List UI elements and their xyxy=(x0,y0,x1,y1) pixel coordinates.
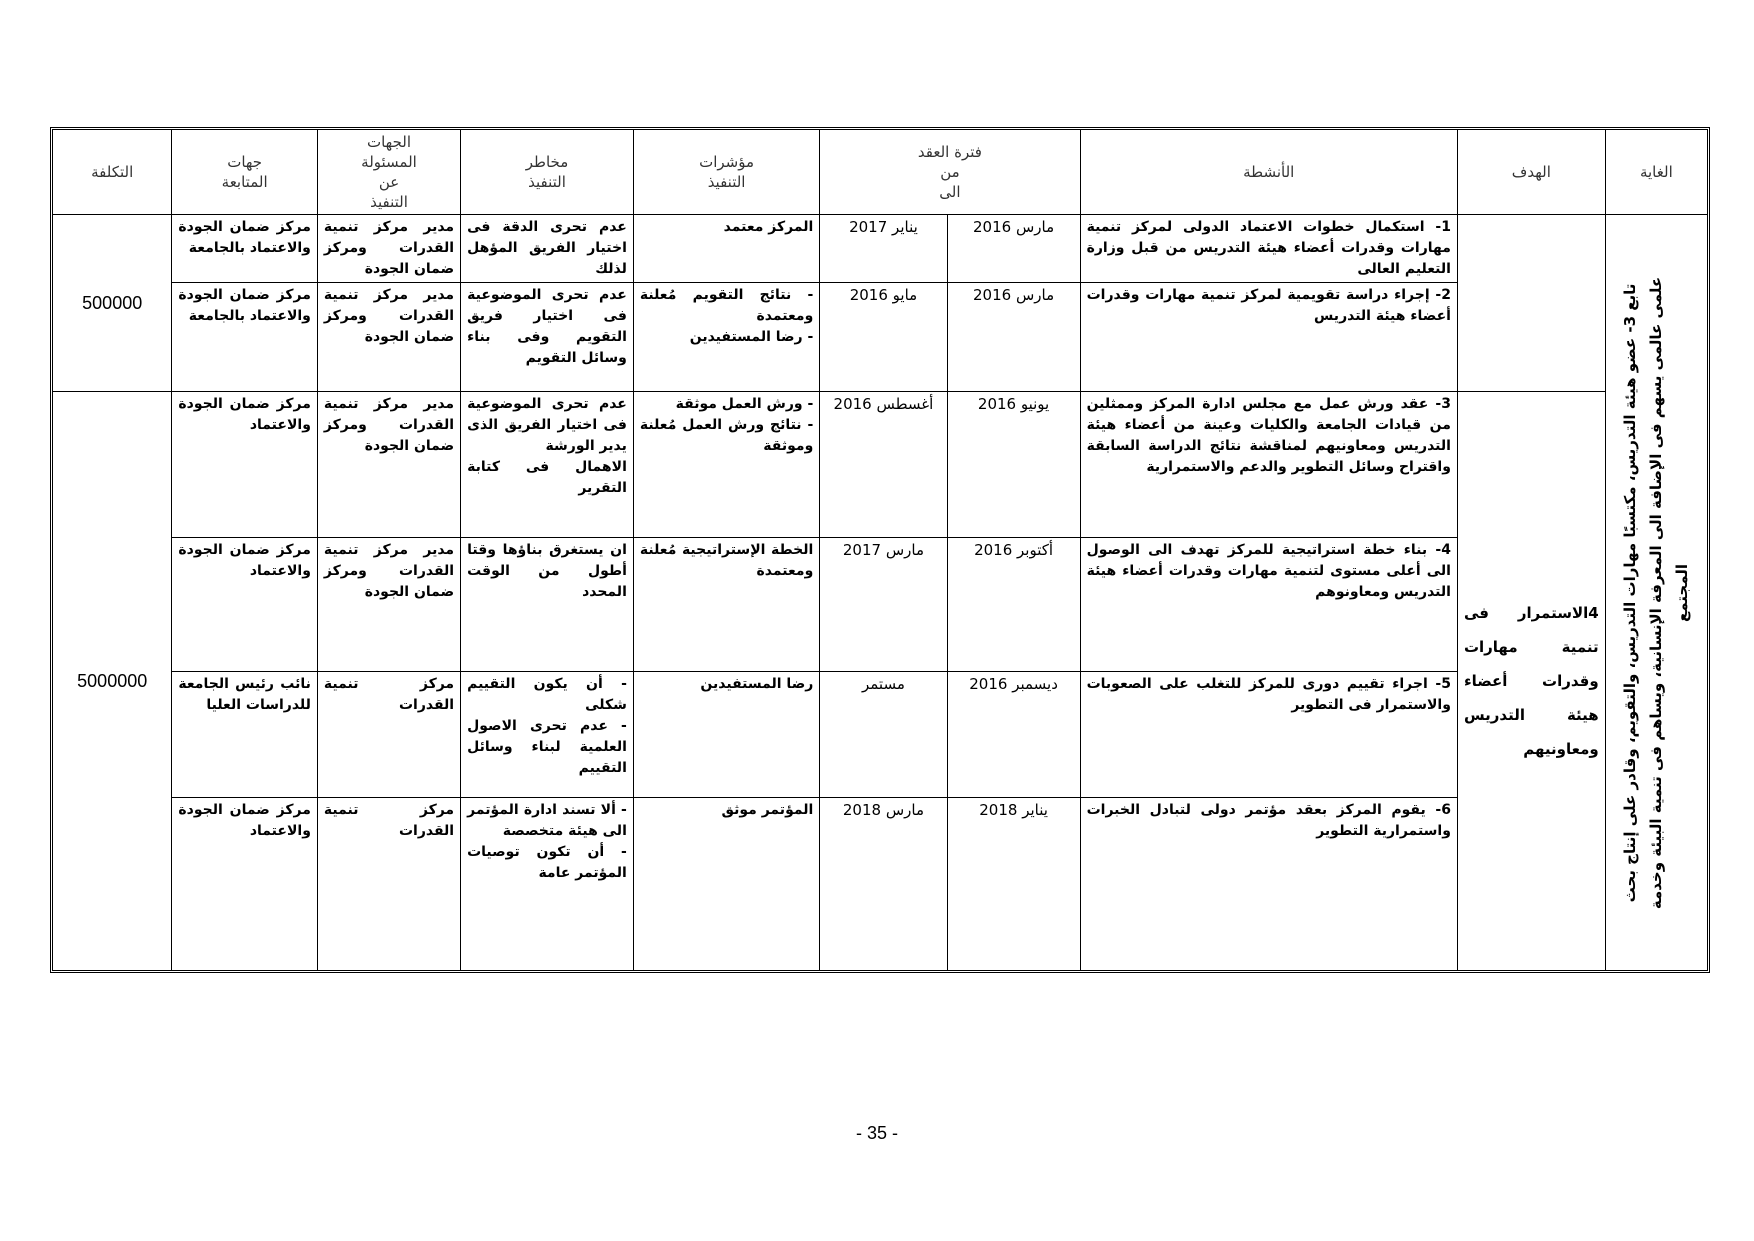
responsible-cell: مدير مركز تنمية القدرات ومركز ضمان الجودة xyxy=(317,215,460,283)
indicators-cell: - ورش العمل موثقة - نتائج ورش العمل مُعلنة وموثقة xyxy=(633,392,819,538)
activity-cell: 1- استكمال خطوات الاعتماد الدولى لمركز تنمية مهارات وقدرات أعضاء هيئة التدريس من قبل وزارة التعليم العالى xyxy=(1080,215,1457,283)
action-plan-table xyxy=(52,129,1708,971)
from-date: ديسمبر 2016 xyxy=(947,672,1080,798)
responsible-cell: مدير مركز تنمية القدرات ومركز ضمان الجودة xyxy=(317,283,460,392)
header-responsible: الجهات المسئولة عن التنفيذ xyxy=(317,130,460,215)
activity-cell: 3- عقد ورش عمل مع مجلس ادارة المركز وممثلين من قيادات الجامعة والكليات وعينة من أعضاء هيئة التدريس ومعاونيهم لمناقشة نتائج الدراسة السابقة واقتراح وسائل التطوير والدعم والاستمرارية xyxy=(1080,392,1457,538)
to-date: يناير 2017 xyxy=(820,215,947,283)
risks-cell: ان يستغرق بناؤها وقتا أطول من الوقت المحدد xyxy=(461,538,634,672)
from-date: يونيو 2016 xyxy=(947,392,1080,538)
to-date: مايو 2016 xyxy=(820,283,947,392)
table-row xyxy=(53,215,1708,283)
from-date: يناير 2018 xyxy=(947,798,1080,971)
indicators-cell: - نتائج التقويم مُعلنة ومعتمدة - رضا المستفيدين xyxy=(633,283,819,392)
ghaya-text: تابع 3- عضو هيئة التدريس، مكتسبًا مهارات التدريس، والتقويم، وقادر على إنتاج بحث علمى عالمى يسهم فى الإضافة الى المعرفة الإنسانية، ويساهم فى تنمية البيئة وخدمة المجتمع xyxy=(1621,276,1692,909)
indicators-cell: المركز معتمد xyxy=(633,215,819,283)
header-indicators: مؤشرات التنفيذ xyxy=(633,130,819,215)
header-risks: مخاطر التنفيذ xyxy=(461,130,634,215)
followup-cell: مركز ضمان الجودة والاعتماد xyxy=(172,392,317,538)
indicators-cell: المؤتمر موثق xyxy=(633,798,819,971)
header-row xyxy=(53,130,1708,215)
header-hadaf: الهدف xyxy=(1457,130,1605,215)
ghaya-cell xyxy=(1605,215,1707,971)
header-followup: جهات المتابعة xyxy=(172,130,317,215)
header-ghaya: الغاية xyxy=(1605,130,1707,215)
to-date: مستمر xyxy=(820,672,947,798)
risks-cell: - أن يكون التقييم شكلى - عدم تحرى الاصول العلمية لبناء وسائل التقييم xyxy=(461,672,634,798)
followup-cell: مركز ضمان الجودة والاعتماد بالجامعة xyxy=(172,215,317,283)
indicators-cell: رضا المستفيدين xyxy=(633,672,819,798)
responsible-cell: مركز تنمية القدرات xyxy=(317,798,460,971)
from-date: مارس 2016 xyxy=(947,283,1080,392)
risks-cell: عدم تحرى الموضوعية فى اختيار الفريق الذى يدير الورشة الاهمال فى كتابة التقرير xyxy=(461,392,634,538)
cost-cell: 5000000 xyxy=(53,392,172,971)
page-number: - 35 - xyxy=(855,1123,898,1143)
responsible-cell: مركز تنمية القدرات xyxy=(317,672,460,798)
activity-cell: 6- يقوم المركز بعقد مؤتمر دولى لتبادل الخبرات واستمرارية التطوير xyxy=(1080,798,1457,971)
cost-cell: 500000 xyxy=(53,215,172,392)
header-cost: التكلفة xyxy=(53,130,172,215)
hadaf-cell: 4الاستمرار فى تنمية مهارات وقدرات أعضاء هيئة التدريس ومعاونيهم xyxy=(1457,392,1605,971)
to-date: أغسطس 2016 xyxy=(820,392,947,538)
table-row xyxy=(53,392,1708,538)
followup-cell: نائب رئيس الجامعة للدراسات العليا xyxy=(172,672,317,798)
followup-cell: مركز ضمان الجودة والاعتماد xyxy=(172,798,317,971)
indicators-cell: الخطة الإستراتيجية مُعلنة ومعتمدة xyxy=(633,538,819,672)
responsible-cell: مدير مركز تنمية القدرات ومركز ضمان الجودة xyxy=(317,538,460,672)
from-date: أكتوبر 2016 xyxy=(947,538,1080,672)
activity-cell: 4- بناء خطة استراتيجية للمركز تهدف الى الوصول الى أعلى مستوى لتنمية مهارات وقدرات أعضاء هيئة التدريس ومعاونوهم xyxy=(1080,538,1457,672)
to-date: مارس 2018 xyxy=(820,798,947,971)
activity-cell: 5- اجراء تقييم دورى للمركز للتغلب على الصعوبات والاستمرار فى التطوير xyxy=(1080,672,1457,798)
hadaf-empty-cell xyxy=(1457,215,1605,392)
risks-cell: - ألا تسند ادارة المؤتمر الى هيئة متخصصة - أن تكون توصيات المؤتمر عامة xyxy=(461,798,634,971)
from-date: مارس 2016 xyxy=(947,215,1080,283)
responsible-cell: مدير مركز تنمية القدرات ومركز ضمان الجودة xyxy=(317,392,460,538)
followup-cell: مركز ضمان الجودة والاعتماد xyxy=(172,538,317,672)
followup-cell: مركز ضمان الجودة والاعتماد بالجامعة xyxy=(172,283,317,392)
header-activities: الأنشطة xyxy=(1080,130,1457,215)
to-date: مارس 2017 xyxy=(820,538,947,672)
activity-cell: 2- إجراء دراسة تقويمية لمركز تنمية مهارات وقدرات أعضاء هيئة التدريس xyxy=(1080,283,1457,392)
risks-cell: عدم تحرى الدقة فى اختيار الفريق المؤهل لذلك xyxy=(461,215,634,283)
risks-cell: عدم تحرى الموضوعية فى اختيار فريق التقويم وفى بناء وسائل التقويم xyxy=(461,283,634,392)
header-period: فترة العقد من الى xyxy=(820,130,1080,215)
